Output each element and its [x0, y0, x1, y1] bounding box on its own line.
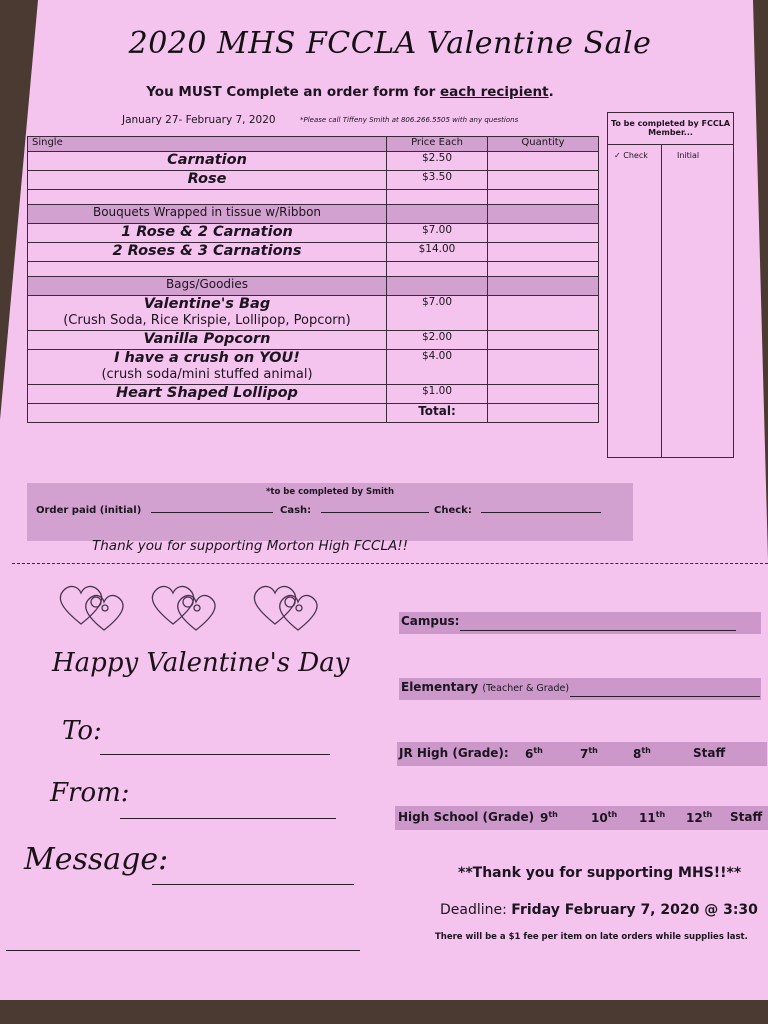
quantity-field[interactable]	[488, 385, 599, 404]
grade-number: 9	[540, 811, 549, 825]
item-title: 2 Roses & 3 Carnations	[112, 243, 302, 259]
table-header-row	[28, 137, 599, 152]
item-price: $1.00	[387, 385, 488, 404]
item-name	[28, 350, 387, 385]
message-field[interactable]	[152, 884, 354, 885]
grade-suffix: th	[533, 746, 543, 755]
item-title: Rose	[187, 171, 227, 187]
grade-option[interactable]	[591, 810, 617, 825]
check-column: ✓ Check	[608, 145, 662, 457]
campus-label: Campus:	[401, 614, 460, 628]
item-title: Heart Shaped Lollipop	[116, 385, 298, 401]
total-row	[28, 404, 599, 423]
elementary-field[interactable]	[570, 696, 760, 697]
campus-field[interactable]	[460, 630, 736, 631]
quantity-field[interactable]	[488, 224, 599, 243]
elementary-label: Elementary (Teacher & Grade)	[401, 680, 570, 694]
sale-dates: January 27- February 7, 2020	[122, 114, 276, 126]
quantity-field[interactable]	[488, 350, 599, 385]
quantity-field[interactable]	[488, 331, 599, 350]
grade-option[interactable]	[639, 810, 665, 825]
col-single-header: Single	[28, 137, 387, 152]
table-section-row	[28, 277, 599, 296]
thanks-fccla: Thank you for supporting Morton High FCCLA!!	[92, 538, 409, 554]
quantity-field[interactable]	[488, 296, 599, 331]
message-line-2[interactable]	[6, 950, 360, 951]
table-blank-row	[28, 190, 599, 205]
grade-option[interactable]	[730, 810, 762, 824]
grade-number: Staff	[693, 746, 726, 760]
grade-suffix: th	[641, 746, 651, 755]
total-field[interactable]	[488, 404, 599, 423]
item-price: $3.50	[387, 171, 488, 190]
section-price-cell	[387, 277, 488, 296]
blank-cell	[28, 262, 387, 277]
grade-suffix: th	[655, 810, 666, 819]
cash-field[interactable]: Cash:	[280, 505, 429, 516]
grade-suffix: th	[588, 746, 598, 755]
grade-option[interactable]	[686, 810, 712, 825]
check-field[interactable]: Check:	[434, 505, 601, 516]
quantity-field[interactable]	[488, 152, 599, 171]
total-label: Total:	[387, 404, 488, 423]
heart-pair-1-icon	[60, 586, 123, 630]
item-title: Valentine's Bag	[143, 296, 271, 312]
blank-cell	[488, 262, 599, 277]
fccla-member-heading: To be completed by FCCLA Member...	[608, 113, 733, 145]
section-qty-cell	[488, 277, 599, 296]
table-row	[28, 350, 599, 385]
payment-caption: *to be completed by Smith	[265, 487, 395, 497]
grade-number: 12	[686, 811, 703, 825]
item-price: $4.00	[387, 350, 488, 385]
table-row	[28, 385, 599, 404]
deadline: Deadline: Friday February 7, 2020 @ 3:30	[440, 902, 758, 918]
table-row	[28, 171, 599, 190]
instruction-text: You MUST Complete an order form for each recipient.	[146, 84, 554, 100]
grade-suffix: th	[607, 810, 618, 819]
message-label: Message:	[24, 842, 169, 877]
grade-number: 7	[580, 747, 589, 761]
tear-line	[12, 563, 768, 564]
table-row	[28, 296, 599, 331]
table-section-row	[28, 205, 599, 224]
item-name	[28, 171, 387, 190]
table-blank-row	[28, 262, 599, 277]
thanks-mhs: **Thank you for supporting MHS!!**	[458, 865, 742, 881]
col-price-header: Price Each	[387, 137, 488, 152]
initial-column: Initial	[677, 151, 700, 160]
section-label: Bags/Goodies	[28, 277, 387, 296]
item-price: $14.00	[387, 243, 488, 262]
order-table	[27, 136, 599, 423]
hearts-decoration-icon	[56, 580, 356, 635]
order-paid-field[interactable]: Order paid (initial)	[36, 505, 273, 516]
item-name	[28, 224, 387, 243]
from-label: From:	[50, 778, 130, 808]
item-price: $7.00	[387, 296, 488, 331]
item-title: I have a crush on YOU!	[114, 350, 300, 366]
fccla-member-box	[607, 112, 734, 458]
item-name	[28, 331, 387, 350]
from-field[interactable]	[120, 818, 336, 819]
grade-option[interactable]	[525, 746, 543, 761]
grade-option[interactable]	[540, 810, 558, 825]
grade-option[interactable]	[633, 746, 651, 761]
item-name	[28, 385, 387, 404]
grade-number: Staff	[730, 810, 763, 824]
table-row	[28, 331, 599, 350]
table-row	[28, 152, 599, 171]
item-description: (Crush Soda, Rice Krispie, Lollipop, Popcorn)	[63, 313, 351, 328]
section-price-cell	[387, 205, 488, 224]
high-school-label: High School (Grade)	[398, 810, 535, 824]
blank-cell	[387, 262, 488, 277]
valentine-greeting: Happy Valentine's Day	[52, 648, 350, 678]
grade-number: 10	[591, 811, 608, 825]
grade-number: 11	[639, 811, 656, 825]
late-fee-note: There will be a $1 fee per item on late orders while supplies last.	[435, 932, 748, 942]
to-label: To:	[62, 716, 102, 746]
table-row	[28, 243, 599, 262]
to-field[interactable]	[100, 754, 330, 755]
section-qty-cell	[488, 205, 599, 224]
col-quantity-header: Quantity	[488, 137, 599, 152]
blank-cell	[488, 190, 599, 205]
item-name	[28, 243, 387, 262]
page-title: 2020 MHS FCCLA Valentine Sale	[128, 26, 652, 61]
item-price: $7.00	[387, 224, 488, 243]
quantity-field[interactable]	[488, 243, 599, 262]
grade-number: 8	[633, 747, 642, 761]
blank-cell	[28, 190, 387, 205]
heart-pair-2-icon	[152, 586, 215, 630]
item-price: $2.00	[387, 331, 488, 350]
total-spacer	[28, 404, 387, 423]
quantity-field[interactable]	[488, 171, 599, 190]
jr-high-label: JR High (Grade):	[399, 746, 509, 760]
grade-number: 6	[525, 747, 534, 761]
item-price: $2.50	[387, 152, 488, 171]
grade-suffix: th	[702, 810, 713, 819]
item-title: Vanilla Popcorn	[143, 331, 271, 347]
item-name	[28, 296, 387, 331]
item-title: Carnation	[167, 152, 247, 168]
item-name	[28, 152, 387, 171]
table-row	[28, 224, 599, 243]
grade-option[interactable]	[580, 746, 598, 761]
grade-suffix: th	[548, 810, 558, 819]
payment-box	[27, 483, 633, 541]
item-description: (crush soda/mini stuffed animal)	[101, 367, 313, 382]
section-label: Bouquets Wrapped in tissue w/Ribbon	[28, 205, 387, 224]
item-title: 1 Rose & 2 Carnation	[121, 224, 293, 240]
heart-pair-3-icon	[254, 586, 317, 630]
blank-cell	[387, 190, 488, 205]
grade-option[interactable]	[693, 746, 725, 760]
contact-note: *Please call Tiffeny Smith at 806.266.5505 with any questions	[300, 116, 519, 124]
